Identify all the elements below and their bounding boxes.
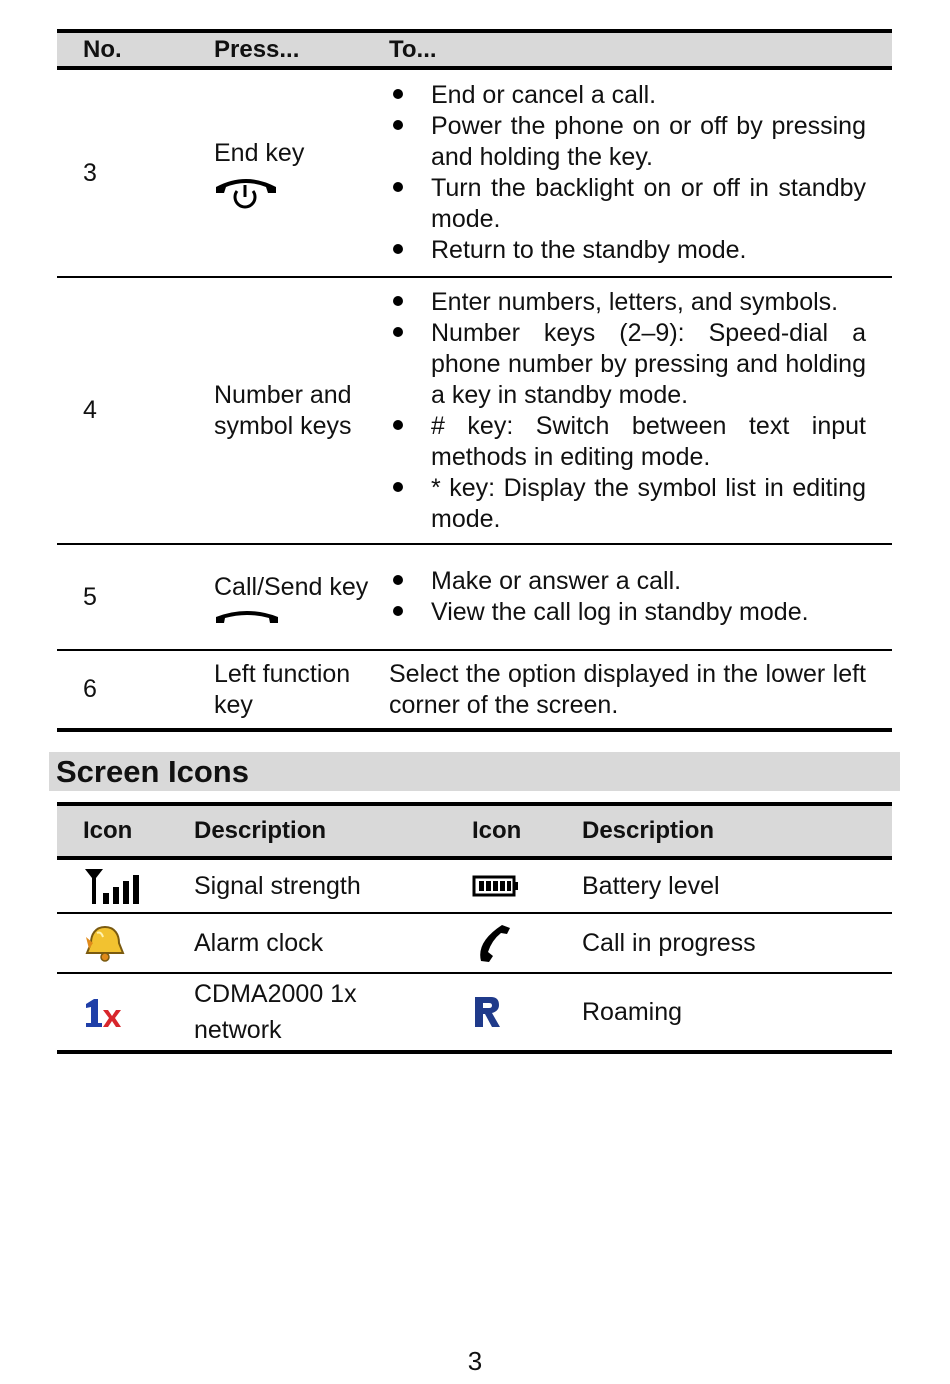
page-number: 3 — [467, 1346, 483, 1376]
key-name: End key — [214, 138, 305, 167]
header-press: Press... — [188, 31, 383, 68]
list-item: Enter numbers, letters, and symbols. — [389, 287, 866, 318]
roaming-icon — [472, 995, 502, 1029]
table-row — [57, 858, 892, 913]
key-name: Call/Send key — [214, 572, 369, 601]
list-item: * key: Display the symbol list in editing mode. — [389, 473, 866, 535]
list-item: Turn the backlight on or off in standby mode. — [389, 173, 866, 235]
icon-cell — [446, 973, 556, 1052]
call-send-key-icon — [214, 609, 280, 623]
list-item: Return to the standby mode. — [389, 235, 866, 266]
header-description: Description — [556, 804, 892, 858]
action-cell — [383, 277, 892, 544]
table-row — [57, 650, 892, 730]
action-list — [389, 287, 866, 535]
table-row — [57, 544, 892, 650]
signal-strength-icon — [83, 867, 141, 905]
icon-description: Call in progress — [556, 913, 892, 973]
list-item: Number keys (2–9): Speed-dial a phone number by pressing and holding a key in standby mode. — [389, 318, 866, 411]
row-number: 6 — [57, 650, 188, 730]
key-cell — [188, 68, 383, 277]
icon-cell — [446, 858, 556, 913]
keys-table — [57, 29, 892, 732]
icon-cell — [446, 913, 556, 973]
list-item: View the call log in standby mode. — [389, 597, 866, 628]
key-name: Number and symbol keys — [188, 277, 383, 544]
row-number: 5 — [57, 544, 188, 650]
action-cell — [383, 544, 892, 650]
icon-cell — [57, 973, 168, 1052]
call-in-progress-icon — [472, 922, 512, 964]
alarm-clock-icon — [83, 923, 127, 963]
action-list — [389, 566, 866, 628]
header-to: To... — [383, 31, 892, 68]
cdma-1x-network-icon — [83, 996, 123, 1028]
action-text: Select the option displayed in the lower left corner of the screen. — [383, 650, 892, 730]
section-heading: Screen Icons — [49, 752, 900, 791]
header-icon: Icon — [446, 804, 556, 858]
header-no: No. — [57, 31, 188, 68]
icon-description: Battery level — [556, 858, 892, 913]
list-item: End or cancel a call. — [389, 80, 866, 111]
action-cell — [383, 68, 892, 277]
icon-description: Roaming — [556, 973, 892, 1052]
list-item: Make or answer a call. — [389, 566, 866, 597]
header-description: Description — [168, 804, 446, 858]
icon-description: Alarm clock — [168, 913, 446, 973]
icons-table-header — [57, 804, 892, 858]
table-row — [57, 68, 892, 277]
table-row — [57, 913, 892, 973]
icon-cell — [57, 858, 168, 913]
action-list — [389, 80, 866, 266]
row-number: 4 — [57, 277, 188, 544]
key-name: Left function key — [188, 650, 383, 730]
icon-cell — [57, 913, 168, 973]
keys-table-header — [57, 31, 892, 68]
table-row — [57, 277, 892, 544]
end-key-icon — [214, 175, 278, 209]
battery-level-icon — [472, 875, 520, 897]
list-item: # key: Switch between text input methods in editing mode. — [389, 411, 866, 473]
icon-description: CDMA2000 1x network — [168, 973, 446, 1052]
header-icon: Icon — [57, 804, 168, 858]
row-number: 3 — [57, 68, 188, 277]
table-row — [57, 973, 892, 1052]
icon-description: Signal strength — [168, 858, 446, 913]
list-item: Power the phone on or off by pressing and holding the key. — [389, 111, 866, 173]
icons-table — [57, 802, 892, 1054]
key-cell — [188, 544, 383, 650]
